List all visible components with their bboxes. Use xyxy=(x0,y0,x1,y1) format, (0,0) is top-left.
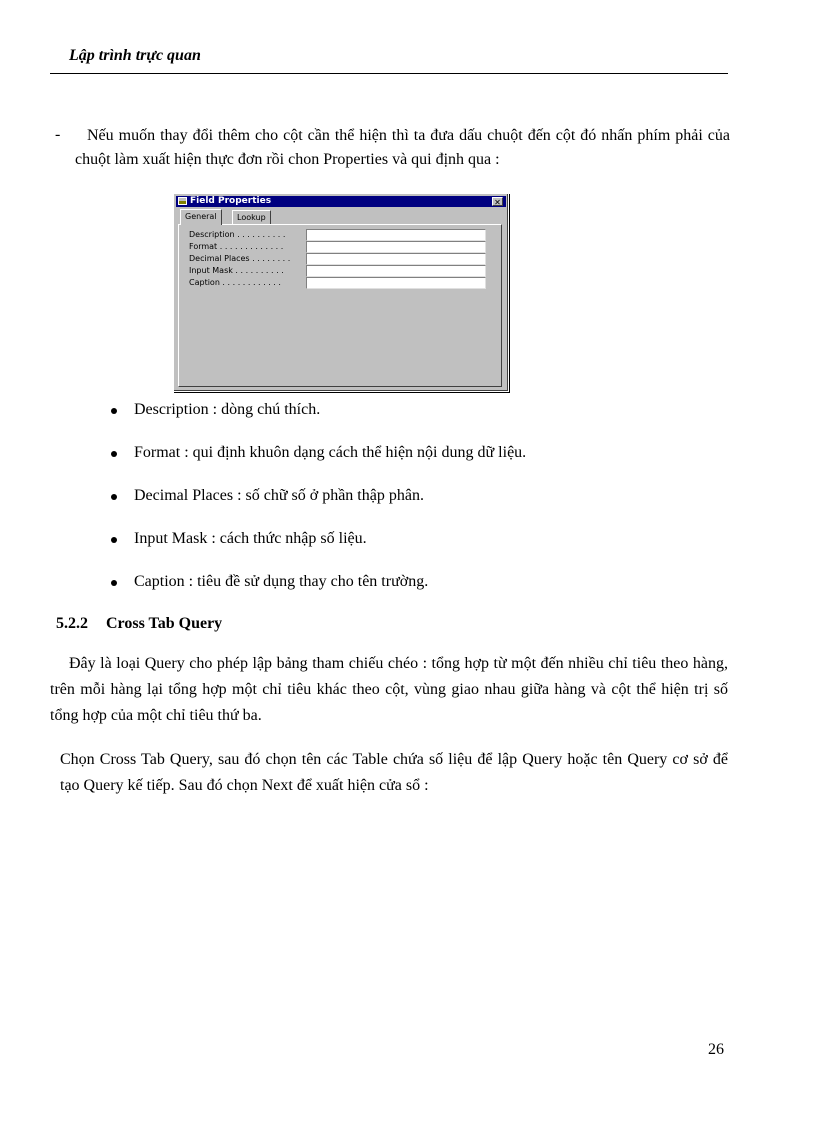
property-label: Decimal Places . . . . . . . . xyxy=(189,254,291,263)
list-item: Caption : tiêu đề sử dụng thay cho tên trường. xyxy=(110,572,710,615)
property-bullet-list xyxy=(110,400,710,615)
list-item: Format : qui định khuôn dạng cách thể hiện nội dung dữ liệu. xyxy=(110,443,710,486)
list-item: Description : dòng chú thích. xyxy=(110,400,710,443)
dialog-title-bar[interactable] xyxy=(176,196,506,207)
running-header-title: Lập trình trực quan xyxy=(69,47,201,64)
page-number: 26 xyxy=(708,1041,724,1058)
close-icon[interactable]: ✕ xyxy=(492,197,503,206)
section-heading xyxy=(56,615,222,633)
decimal-places-field[interactable] xyxy=(306,253,486,265)
section-number: 5.2.2 xyxy=(56,615,88,632)
properties-icon xyxy=(178,197,187,205)
description-field[interactable] xyxy=(306,229,486,241)
caption-field[interactable] xyxy=(306,277,486,289)
section-title: Cross Tab Query xyxy=(106,615,223,632)
list-item: Input Mask : cách thức nhập số liệu. xyxy=(110,529,710,572)
property-label: Caption . . . . . . . . . . . . xyxy=(189,278,281,287)
input-mask-field[interactable] xyxy=(306,265,486,277)
property-label: Description . . . . . . . . . . xyxy=(189,230,286,239)
property-label: Format . . . . . . . . . . . . . xyxy=(189,242,284,251)
list-dash: - xyxy=(55,126,61,143)
field-properties-dialog xyxy=(173,193,509,392)
tab-general[interactable]: General xyxy=(180,209,222,225)
header-divider xyxy=(50,73,728,74)
property-label: Input Mask . . . . . . . . . . xyxy=(189,266,284,275)
list-item: Decimal Places : số chữ số ở phần thập phân. xyxy=(110,486,710,529)
format-field[interactable] xyxy=(306,241,486,253)
general-tab-panel xyxy=(178,224,502,387)
body-paragraph: Đây là loại Query cho phép lập bảng tham chiếu chéo : tổng hợp từ một đến nhiều chỉ tiêu theo hàng, trên mỗi hàng lại tổng hợp một chỉ tiêu khác theo cột, vùng giao nhau giữa hàng và cột thể hiện trị số tổng hợp của một chỉ tiêu thứ ba. xyxy=(50,655,728,724)
tab-lookup[interactable]: Lookup xyxy=(232,210,271,224)
dialog-title: Field Properties xyxy=(190,196,272,206)
body-paragraph: Chọn Cross Tab Query, sau đó chọn tên các Table chứa số liệu để lập Query hoặc tên Query cơ sở để tạo Query kế tiếp. Sau đó chọn Next để xuất hiện cửa sổ : xyxy=(60,751,728,794)
intro-paragraph: Nếu muốn thay đổi thêm cho cột cần thể hiện thì ta đưa dấu chuột đến cột đó nhấn phím phải của chuột làm xuất hiện thực đơn rồi chon Properties và qui định qua : xyxy=(75,127,730,168)
